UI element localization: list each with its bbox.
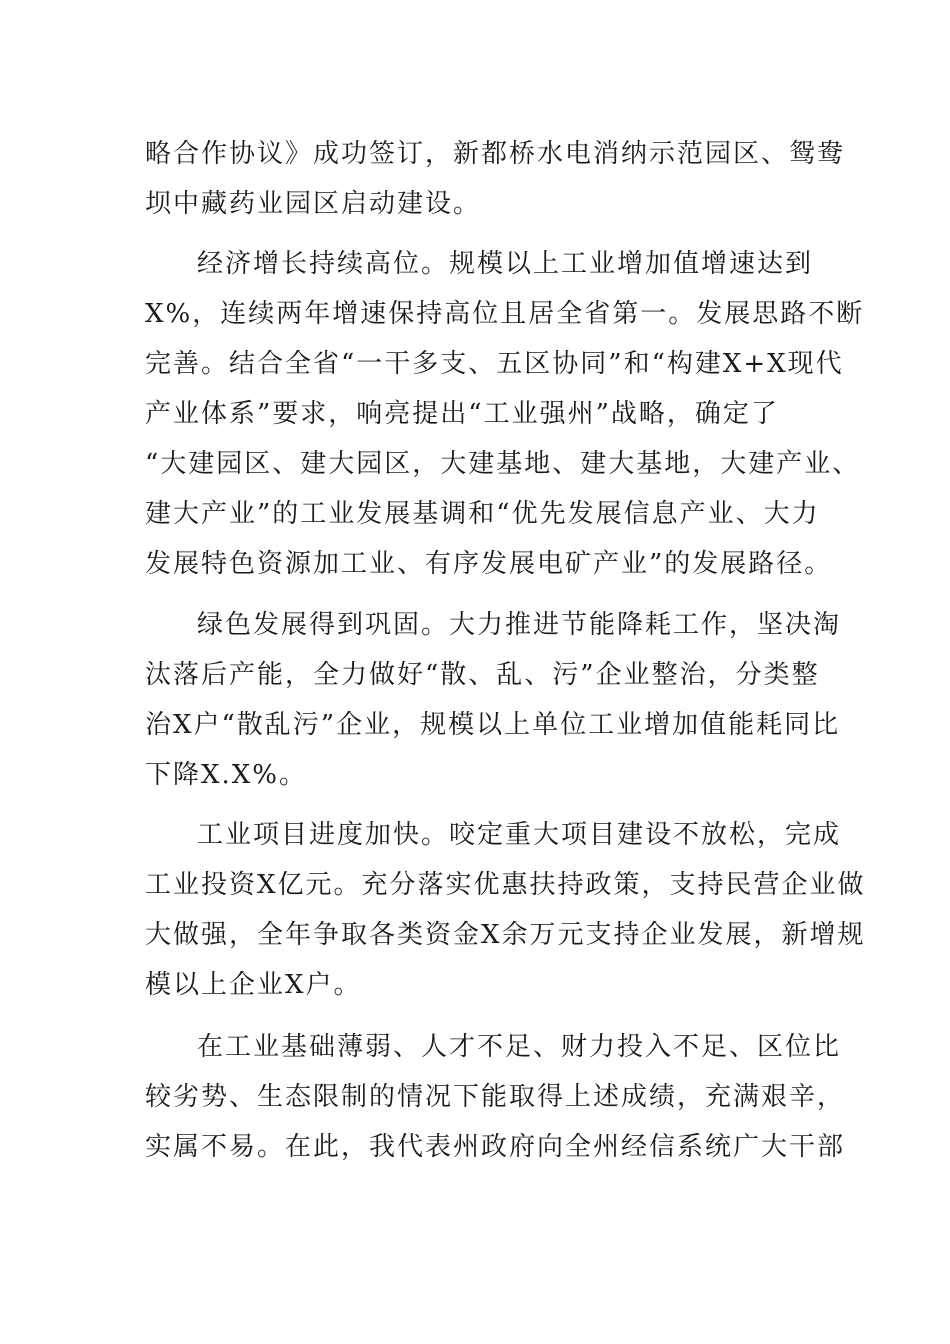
text-line: 完善。结合全省“一干多支、五区协同”和“构建X+X现代 <box>145 349 844 379</box>
text-line: 大做强，全年争取各类资金X余万元支持企业发展，新增规 <box>145 920 866 950</box>
text-line: 绿色发展得到巩固。大力推进节能降耗工作，坚决淘 <box>197 610 842 640</box>
text-line: 建大产业”的工业发展基调和“优先发展信息产业、大力 <box>145 499 820 529</box>
text-line: 在工业基础薄弱、人才不足、财力投入不足、区位比 <box>197 1032 842 1062</box>
text-line: 工业投资X亿元。充分落实优惠扶持政策，支持民营企业做 <box>145 870 866 900</box>
text-line: 坝中藏药业园区启动建设。 <box>145 189 482 219</box>
text-line: 治X户“散乱污”企业，规模以上单位工业增加值能耗同比 <box>145 710 841 740</box>
text-line: 工业项目进度加快。咬定重大项目建设不放松，完成 <box>197 820 842 850</box>
text-line: X%，连续两年增速保持高位且居全省第一。发展思路不断 <box>145 299 865 329</box>
text-line: 产业体系”要求，响亮提出“工业强州”战略，确定了 <box>145 399 779 429</box>
text-line: 汰落后产能，全力做好“散、乱、污”企业整治，分类整 <box>145 660 820 690</box>
text-line: 经济增长持续高位。规模以上工业增加值增速达到 <box>197 249 814 279</box>
text-line: “大建园区、建大园区，大建基地、建大基地，大建产业、 <box>145 449 861 479</box>
text-line: 模以上企业X户。 <box>145 970 362 1000</box>
text-line: 实属不易。在此，我代表州政府向全州经信系统广大干部 <box>145 1132 846 1162</box>
text-line: 略合作协议》成功签订，新都桥水电消纳示范园区、鸳鸯 <box>145 139 846 169</box>
text-line: 发展特色资源加工业、有序发展电矿产业”的发展路径。 <box>145 549 833 579</box>
text-line: 较劣势、生态限制的情况下能取得上述成绩，充满艰辛， <box>145 1082 846 1112</box>
text-line: 下降X.X%。 <box>145 760 307 790</box>
